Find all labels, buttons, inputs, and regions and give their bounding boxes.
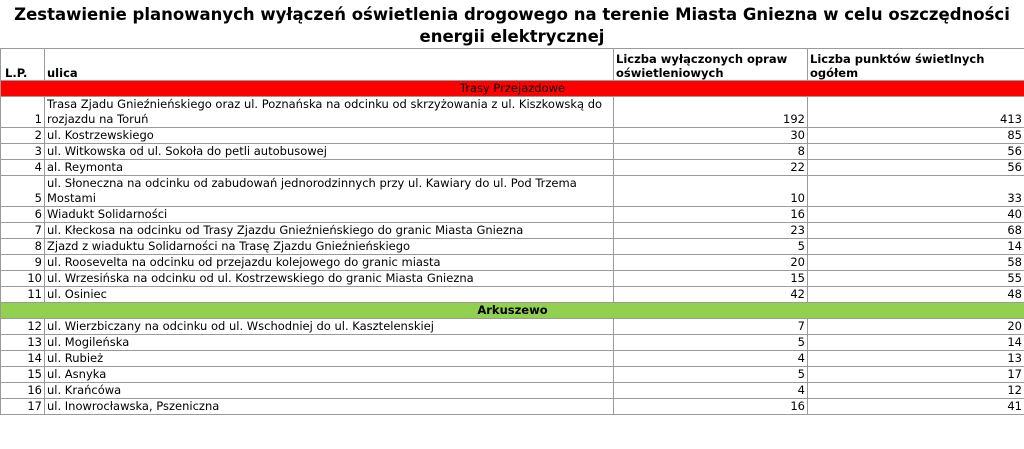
row-disabled: 5 (614, 335, 808, 351)
table-row (1, 97, 1024, 128)
row-total: 12 (808, 383, 1024, 399)
row-lp: 12 (1, 319, 45, 335)
row-lp: 10 (1, 271, 45, 287)
row-lp: 3 (1, 144, 45, 160)
table-row (1, 255, 1024, 271)
row-disabled: 5 (614, 239, 808, 255)
row-lp: 7 (1, 223, 45, 239)
row-street: ul. Inowrocławska, Pszeniczna (45, 399, 614, 415)
row-disabled: 4 (614, 351, 808, 367)
row-lp: 17 (1, 399, 45, 415)
table-row (1, 128, 1024, 144)
row-lp: 15 (1, 367, 45, 383)
row-lp: 5 (1, 176, 45, 207)
row-total: 14 (808, 335, 1024, 351)
table-row (1, 319, 1024, 335)
table-row (1, 287, 1024, 303)
row-street: ul. Osiniec (45, 287, 614, 303)
row-disabled: 7 (614, 319, 808, 335)
row-lp: 4 (1, 160, 45, 176)
row-lp: 11 (1, 287, 45, 303)
row-lp: 6 (1, 207, 45, 223)
header-total: Liczba punktów świetlnych ogółem (808, 49, 1024, 81)
table-row (1, 383, 1024, 399)
row-disabled: 20 (614, 255, 808, 271)
row-disabled: 23 (614, 223, 808, 239)
row-disabled: 4 (614, 383, 808, 399)
table-row (1, 160, 1024, 176)
row-total: 41 (808, 399, 1024, 415)
table-row (1, 223, 1024, 239)
table-row (1, 271, 1024, 287)
table-row (1, 176, 1024, 207)
header-disabled: Liczba wyłączonych opraw oświetleniowych (614, 49, 808, 81)
section-row-trasy (1, 81, 1024, 97)
row-total: 20 (808, 319, 1024, 335)
lighting-table (0, 48, 1024, 415)
row-total: 17 (808, 367, 1024, 383)
row-disabled: 42 (614, 287, 808, 303)
row-disabled: 30 (614, 128, 808, 144)
row-total: 58 (808, 255, 1024, 271)
row-street: al. Reymonta (45, 160, 614, 176)
row-total: 40 (808, 207, 1024, 223)
header-street: ulica (45, 49, 614, 81)
row-total: 33 (808, 176, 1024, 207)
row-street: Wiadukt Solidarności (45, 207, 614, 223)
row-street: ul. Witkowska od ul. Sokoła do petli autobusowej (45, 144, 614, 160)
table-row (1, 367, 1024, 383)
row-disabled: 16 (614, 399, 808, 415)
row-total: 56 (808, 144, 1024, 160)
row-disabled: 8 (614, 144, 808, 160)
row-disabled: 22 (614, 160, 808, 176)
row-disabled: 192 (614, 97, 808, 128)
table-row (1, 351, 1024, 367)
row-lp: 13 (1, 335, 45, 351)
row-street: ul. Roosevelta na odcinku od przejazdu kolejowego do granic miasta (45, 255, 614, 271)
row-disabled: 15 (614, 271, 808, 287)
row-street: ul. Słoneczna na odcinku od zabudowań jednorodzinnych przy ul. Kawiary do ul. Pod Trzema Mostami (45, 176, 614, 207)
row-street: ul. Kostrzewskiego (45, 128, 614, 144)
row-total: 55 (808, 271, 1024, 287)
header-row (1, 49, 1024, 81)
row-total: 13 (808, 351, 1024, 367)
row-total: 85 (808, 128, 1024, 144)
row-total: 14 (808, 239, 1024, 255)
row-street: ul. Wierzbiczany na odcinku od ul. Wschodniej do ul. Kasztelenskiej (45, 319, 614, 335)
row-street: ul. Rubież (45, 351, 614, 367)
row-street: ul. Asnyka (45, 367, 614, 383)
row-lp: 9 (1, 255, 45, 271)
row-street: Zjazd z wiaduktu Solidarności na Trasę Zjazdu Gnieźnieńskiego (45, 239, 614, 255)
row-disabled: 5 (614, 367, 808, 383)
row-lp: 1 (1, 97, 45, 128)
section-title: Trasy Przejazdowe (1, 81, 1024, 97)
row-total: 48 (808, 287, 1024, 303)
row-street: ul. Krańcówa (45, 383, 614, 399)
row-lp: 2 (1, 128, 45, 144)
document-title: Zestawienie planowanych wyłączeń oświetlenia drogowego na terenie Miasta Gniezna w celu oszczędności energii elektrycznej (14, 5, 1010, 46)
row-street: ul. Wrzesińska na odcinku od ul. Kostrzewskiego do granic Miasta Gniezna (45, 271, 614, 287)
table-row (1, 399, 1024, 415)
row-total: 413 (808, 97, 1024, 128)
section-title: Arkuszewo (1, 303, 1024, 319)
table-row (1, 335, 1024, 351)
row-lp: 14 (1, 351, 45, 367)
table-row (1, 239, 1024, 255)
row-disabled: 10 (614, 176, 808, 207)
row-street: Trasa Zjadu Gnieźnieńskiego oraz ul. Poznańska na odcinku od skrzyżowania z ul. Kiszkowską do rozjazdu na Toruń (45, 97, 614, 128)
row-disabled: 16 (614, 207, 808, 223)
row-street: ul. Mogileńska (45, 335, 614, 351)
header-lp: L.P. (1, 49, 45, 81)
row-total: 68 (808, 223, 1024, 239)
section-row-arkuszewo (1, 303, 1024, 319)
row-lp: 16 (1, 383, 45, 399)
row-street: ul. Kłeckosa na odcinku od Trasy Zjazdu Gnieźnieńskiego do granic Miasta Gniezna (45, 223, 614, 239)
table-row (1, 144, 1024, 160)
row-lp: 8 (1, 239, 45, 255)
row-total: 56 (808, 160, 1024, 176)
table-row (1, 207, 1024, 223)
